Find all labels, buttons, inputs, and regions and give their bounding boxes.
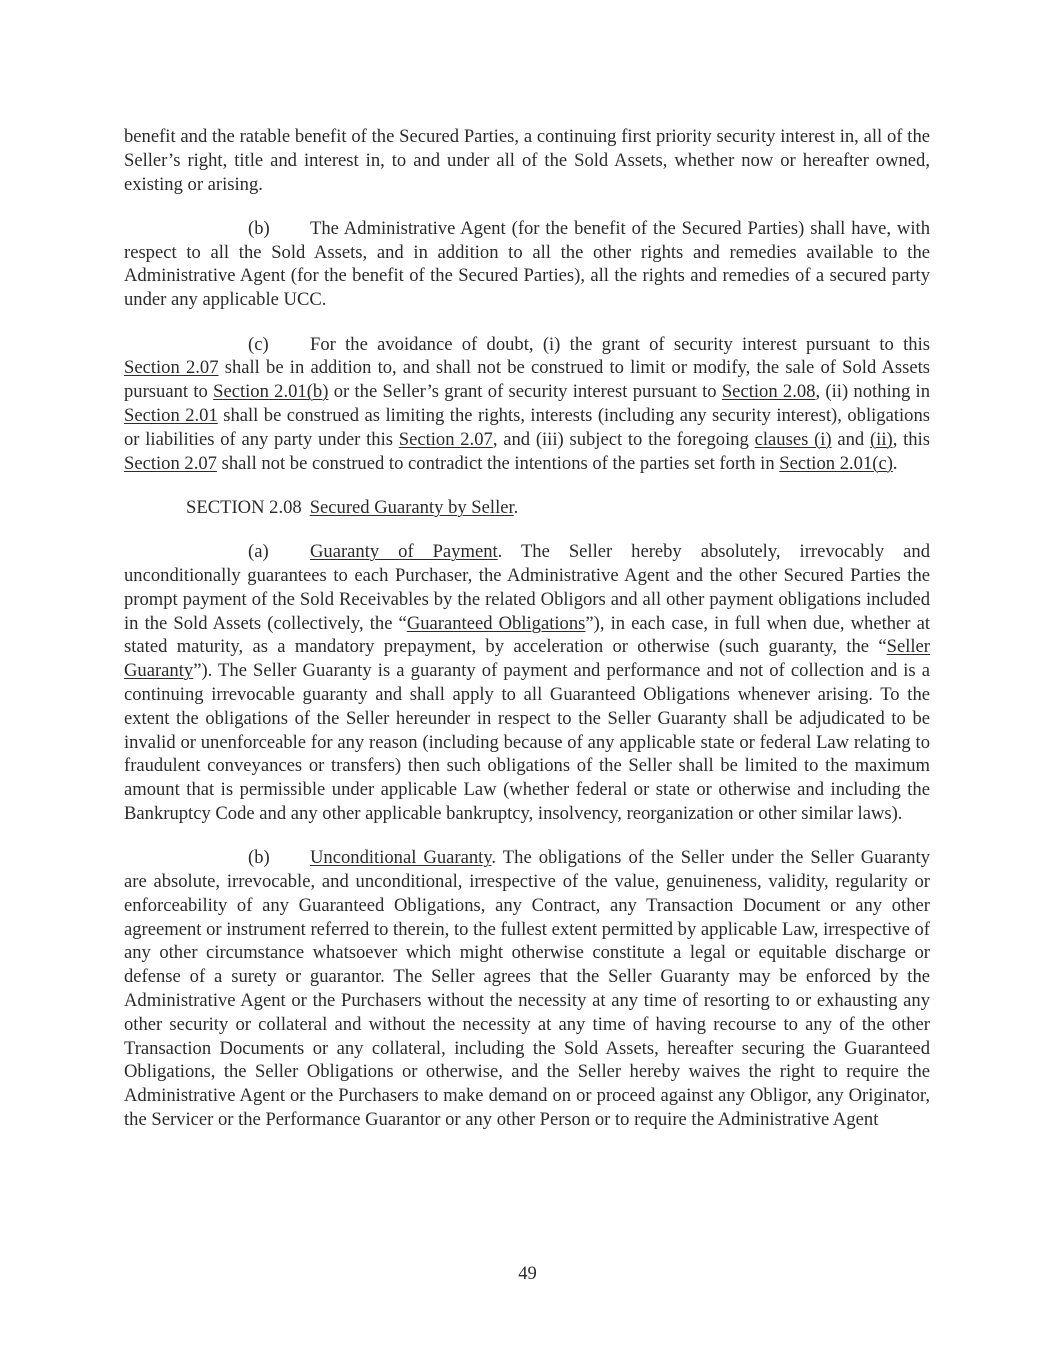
section-title-end: .	[513, 496, 519, 518]
paragraph-text: shall be construed as limiting the rights, interests (including any security interest), obligations or liabilities of any party under this	[124, 404, 930, 450]
paragraph-marker: (a)	[248, 541, 269, 563]
section-title: Secured Guaranty by Seller	[309, 496, 514, 518]
paragraph-text: , and (iii) subject to the foregoing	[492, 428, 755, 450]
defined-term: Seller Guaranty	[124, 636, 930, 682]
defined-term: Guaranteed Obligations	[406, 612, 586, 634]
paragraph-text: For the avoidance of doubt, (i) the grant of security interest pursuant to this	[310, 333, 930, 355]
paragraph-text: shall not be construed to contradict the intentions of the parties set forth in	[216, 452, 780, 474]
paragraph-text: . The obligations of the Seller under the Seller Guaranty are absolute, irrevocable, and unconditional, irrespective of the value, genuineness, validity, regularity or enforceability of any Guaranteed Obligations, any Contract, any Transaction Document or any other agreement or instrument referred to therein, to the fullest extent permitted by applicable Law, irrespective of any other circumstance whatsoever which might otherwise constitute a legal or equitable discharge or defense of a surety or guarantor. The Seller agrees that the Seller Guaranty may be enforced by the Administrative Agent or the Purchasers without the necessity at any time of resorting to or exhausting any other security or collateral and without the necessity at any time of having recourse to any of the other Transaction Documents or any collateral, including the Sold Assets, hereafter securing the Guaranteed Obligations, the Seller Obligations or otherwise, and the Seller hereby waives the right to require the Administrative Agent or the Purchasers to make demand on or proceed against any Obligor, any Originator, the Servicer or the Performance Guarantor or any other Person or to require the Administrative Agent	[124, 847, 930, 1130]
section-reference: Section 2.07	[124, 357, 219, 379]
section-reference: Section 2.01	[124, 404, 218, 426]
paragraph-a-guaranty-of-payment	[124, 540, 930, 826]
intro-text: benefit and the ratable benefit of the Secured Parties, a continuing first priority security interest in, all of the Seller’s right, title and interest in, to and under all of the Sold Assets, whether now or hereafter owned, existing or arising.	[124, 126, 930, 195]
paragraph-text: .	[892, 452, 898, 474]
intro-paragraph	[124, 125, 930, 196]
paragraph-c-avoidance-of-doubt	[124, 333, 930, 476]
section-reference: Section 2.01(b)	[213, 381, 329, 403]
paragraph-text: and	[831, 428, 870, 450]
paragraph-text: ”), in each case, in full when due, whether at stated maturity, as a mandatory prepayment, by acceleration or otherwise (such guaranty, the “	[124, 612, 931, 658]
paragraph-b-security-rights	[124, 217, 930, 312]
paragraph-text: . The Seller hereby absolutely, irrevocably and unconditionally guarantees to each Purchaser, the Administrative Agent and the other Secured Parties the prompt payment of the Sold Receivables by the related Obligors and all other payment obligations included in the Sold Assets (collectively, the “	[124, 541, 930, 634]
section-reference: Section 2.07	[124, 452, 217, 474]
clause-reference: clauses (i)	[754, 428, 832, 450]
paragraph-text: or the Seller’s grant of security interest pursuant to	[328, 381, 722, 403]
paragraph-text: , (ii) nothing in	[815, 381, 931, 403]
section-reference: Section 2.08	[721, 381, 816, 403]
section-heading	[186, 496, 930, 520]
paragraph-marker: (c)	[248, 333, 269, 355]
document-page	[124, 125, 930, 1152]
paragraph-text: The Administrative Agent (for the benefit of the Secured Parties) shall have, with respect to all the Sold Assets, and in addition to all the other rights and remedies available to the Administrative Agent (for the benefit of the Secured Parties), all the rights and remedies of a secured party under any applicable UCC.	[124, 217, 930, 311]
paragraph-heading: Unconditional Guaranty	[310, 847, 492, 869]
paragraph-text: , this	[892, 428, 930, 450]
section-reference: Section 2.01(c)	[779, 452, 893, 474]
section-number: SECTION 2.08	[186, 496, 302, 518]
clause-reference: (ii)	[869, 428, 893, 450]
paragraph-marker: (b)	[248, 217, 270, 239]
paragraph-b-unconditional-guaranty	[124, 846, 930, 1132]
page-number: 49	[518, 1263, 537, 1284]
paragraph-marker: (b)	[248, 847, 270, 869]
paragraph-text: ”). The Seller Guaranty is a guaranty of payment and performance and not of collection and is a continuing irrevocable guaranty and shall apply to all Guaranteed Obligations whenever arising. To the extent the obligations of the Seller hereunder in respect to the Seller Guaranty shall be adjudicated to be invalid or unenforceable for any reason (including because of any applicable state or federal Law relating to fraudulent conveyances or transfers) then such obligations of the Seller shall be limited to the maximum amount that is permissible under applicable Law (whether federal or state or otherwise and including the Bankruptcy Code and any other applicable bankruptcy, insolvency, reorganization or other similar laws).	[124, 660, 930, 824]
paragraph-heading: Guaranty of Payment	[310, 541, 498, 563]
paragraph-text: shall be in addition to, and shall not be construed to limit or modify, the sale of Sold Assets pursuant to	[124, 357, 930, 403]
section-reference: Section 2.07	[398, 428, 493, 450]
